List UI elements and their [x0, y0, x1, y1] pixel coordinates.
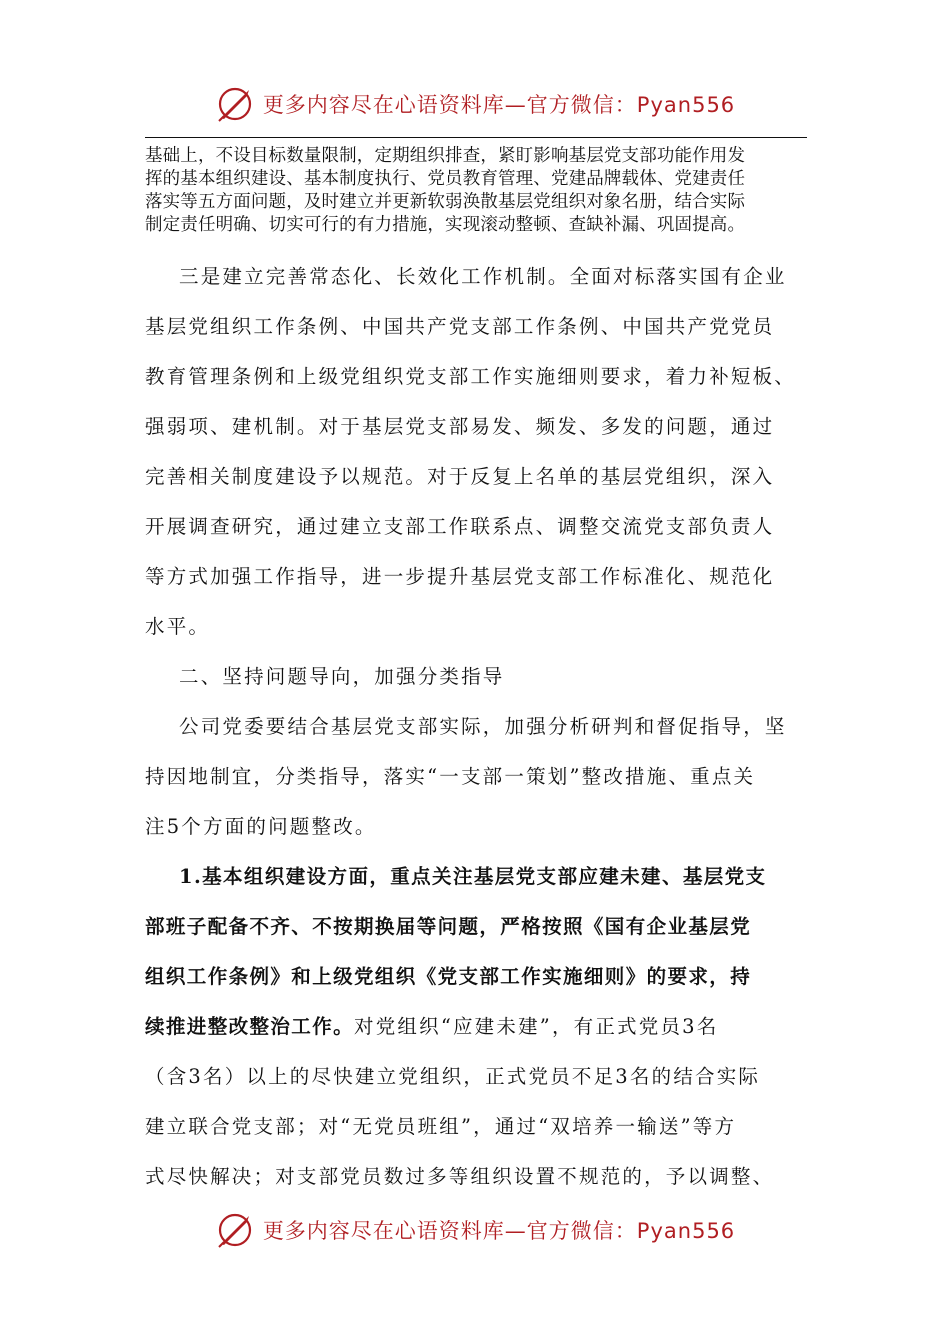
document-body — [145, 252, 810, 1202]
footer-banner — [0, 1208, 950, 1252]
text-line: 基层党组织工作条例、中国共产党支部工作条例、中国共产党党员 — [145, 315, 775, 338]
text-line: 水平。 — [145, 615, 211, 638]
bold-text-line: 1.基本组织建设方面，重点关注基层党支部应建未建、基层党支 — [179, 865, 767, 888]
header-banner — [0, 82, 950, 126]
text-line: 挥的基本组织建设、基本制度执行、党员教育管理、党建品牌载体、党建责任 — [145, 169, 746, 189]
section-heading: 二、坚持问题导向，加强分类指导 — [179, 665, 505, 688]
text-line: 完善相关制度建设予以规范。对于反复上名单的基层党组织，深入 — [145, 465, 775, 488]
top-paragraph — [145, 145, 805, 237]
bold-run: 续推进整改整治工作。 — [145, 1015, 355, 1038]
text-line — [145, 1002, 810, 1052]
text-line: 持因地制宜，分类指导，落实“一支部一策划”整改措施、重点关 — [145, 765, 756, 788]
banner-text: 更多内容尽在心语资料库—官方微信：Pyan556 — [262, 1219, 736, 1243]
pen-circle-logo-icon — [215, 1210, 255, 1250]
pen-circle-logo-icon — [215, 84, 255, 124]
text-line: 强弱项、建机制。对于基层党支部易发、频发、多发的问题，通过 — [145, 415, 775, 438]
text-line: （含3名）以上的尽快建立党组织，正式党员不足3名的结合实际 — [145, 1065, 761, 1088]
text-line: 制定责任明确、切实可行的有力措施，实现滚动整顿、查缺补漏、巩固提高。 — [145, 215, 746, 235]
banner-text: 更多内容尽在心语资料库—官方微信：Pyan556 — [262, 93, 736, 117]
text-line: 三是建立完善常态化、长效化工作机制。全面对标落实国有企业 — [179, 265, 787, 288]
bold-text-line: 部班子配备不齐、不按期换届等问题，严格按照《国有企业基层党 — [145, 915, 752, 938]
text-line: 注5个方面的问题整改。 — [145, 815, 377, 838]
text-line: 式尽快解决；对支部党员数过多等组织设置不规范的，予以调整、 — [145, 1165, 775, 1188]
text-line: 落实等五方面问题，及时建立并更新软弱涣散基层党组织对象名册，结合实际 — [145, 192, 746, 212]
text-line: 教育管理条例和上级党组织党支部工作实施细则要求，着力补短板、 — [145, 365, 797, 388]
text-line: 开展调查研究，通过建立支部工作联系点、调整交流党支部负责人 — [145, 515, 775, 538]
text-line: 基础上，不设目标数量限制，定期组织排查，紧盯影响基层党支部功能作用发 — [145, 146, 746, 166]
bold-text-line: 组织工作条例》和上级党组织《党支部工作实施细则》的要求，持 — [145, 965, 752, 988]
text-line: 等方式加强工作指导，进一步提升基层党支部工作标准化、规范化 — [145, 565, 775, 588]
header-divider — [145, 137, 807, 138]
text-line: 建立联合党支部；对“无党员班组”，通过“双培养一输送”等方 — [145, 1115, 737, 1138]
normal-run: 对党组织“应建未建”，有正式党员3名 — [354, 1015, 719, 1038]
text-line: 公司党委要结合基层党支部实际，加强分析研判和督促指导，坚 — [179, 715, 787, 738]
